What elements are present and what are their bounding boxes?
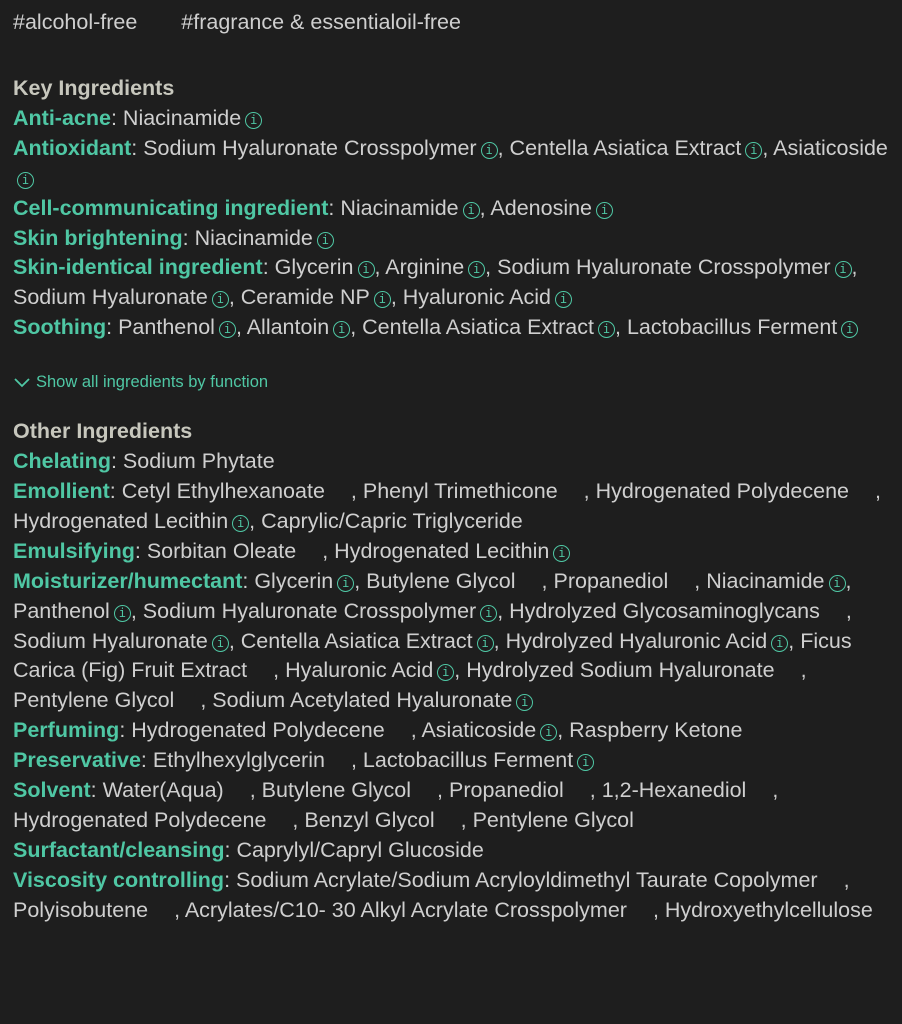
ingredient-link[interactable]: Sodium Hyaluronate Crosspolymer [143,135,477,160]
ingredient-link[interactable]: Sodium Phytate [122,449,275,474]
ingredient-link[interactable]: Lactobacillus Ferment [626,315,838,340]
key-ingredients-heading: Key Ingredients [13,76,175,100]
info-icon[interactable]: i [477,635,494,652]
info-icon[interactable]: i [317,232,334,249]
function-row-emulsifying: Emulsifying: Sorbitan Oleate , Hydrogenated Lecithin i [13,537,891,567]
ingredient-link[interactable]: Niacinamide [122,105,242,130]
info-icon[interactable]: i [17,172,34,189]
info-icon[interactable]: i [745,142,762,159]
ingredients-panel [13,8,891,926]
info-icon[interactable]: i [835,261,852,278]
ingredient-link[interactable]: Butylene Glycol [261,778,412,803]
info-icon[interactable]: i [577,754,594,771]
ingredient-link[interactable]: Ceramide NP [240,285,370,310]
function-label[interactable]: Emollient [13,478,110,503]
function-label[interactable]: Soothing [13,315,107,340]
ingredient-link[interactable]: Ethylhexylglycerin [152,748,325,773]
other-ingredients-list [13,447,891,926]
function-row-solvent: Solvent: Water(Aqua) , Butylene Glycol , Propanediol , 1,2-Hexanediol , Hydrogenated Polydecene , Benzyl Glycol , Pentylene Glycol [13,778,779,832]
ingredient-link[interactable]: Cetyl Ethylhexanoate [121,478,325,503]
chevron-down-icon [13,375,31,389]
other-ingredients-heading: Other Ingredients [13,419,193,444]
ingredient-link[interactable]: Sodium Hyaluronate [13,628,208,653]
ingredient-link[interactable]: Hydrogenated Polydecene [131,718,385,743]
ingredient-link[interactable]: Niacinamide [340,195,459,220]
function-row-moisturizer-humectant: Moisturizer/humectant: Glycerin i , Butylene Glycol , Propanediol , Niacinamide i , Panthenol i , Sodium Hyaluronate Crosspolymer i , Hydrolyzed Glycosaminoglycans , Sodium Hyaluronate i , Centella Asiatica Extract i , Hydrolyzed Hyaluronic Acid i , Ficus Carica (Fig) Fruit Extract , Hyaluronic Acid i , Hydrolyzed Sodium Hyaluronate , Pentylene Glycol , Sodium Acetylated Hyaluronate i [13,568,852,713]
function-label[interactable]: Perfuming [13,718,120,743]
ingredient-link[interactable]: Niacinamide [194,225,313,250]
ingredient-link[interactable]: Hydrogenated Lecithin [13,508,229,533]
function-row-perfuming: Perfuming: Hydrogenated Polydecene , Asiaticoside i , Raspberry Ketone [13,718,743,743]
ingredient-link[interactable]: Acrylates/C10- 30 Alkyl Acrylate Crosspolymer [184,897,627,922]
function-label[interactable]: Preservative [13,748,141,773]
function-label[interactable]: Viscosity controlling [13,867,225,892]
ingredient-link[interactable]: Centella Asiatica Extract [509,135,742,160]
ingredient-link[interactable]: Propanediol [448,778,564,803]
info-icon[interactable]: i [555,291,572,308]
ingredient-link[interactable]: Adenosine [490,195,593,220]
info-icon[interactable]: i [841,321,858,338]
ingredient-link[interactable]: Caprylyl/Capryl Glucoside [236,837,484,862]
ingredient-link[interactable]: Sodium Hyaluronate [13,285,208,310]
info-icon[interactable]: i [358,261,375,278]
info-icon[interactable]: i [114,605,131,622]
tag-fragrance-free[interactable]: #fragrance & essentialoil-free [181,10,461,34]
ingredient-link[interactable]: Hydrogenated Lecithin [334,538,550,563]
ingredient-link[interactable]: Ficus Carica (Fig) Fruit Extract [13,628,852,683]
ingredient-link[interactable]: Hydrogenated Polydecene [595,478,850,503]
function-row-skin-identical-ingredient: Skin-identical ingredient: Glycerin i , Arginine i , Sodium Hyaluronate Crosspolymer i , Sodium Hyaluronate i , Ceramide NP i , Hyaluronic Acid i [13,255,858,310]
ingredient-link[interactable]: Sodium Hyaluronate Crosspolymer [497,255,831,280]
show-all-ingredients-link[interactable] [13,371,891,393]
info-icon[interactable]: i [232,515,249,532]
info-icon[interactable]: i [516,694,533,711]
function-label[interactable]: Antioxidant [13,135,132,160]
info-icon[interactable]: i [374,291,391,308]
info-icon[interactable]: i [333,321,350,338]
tag-alcohol-free[interactable]: #alcohol-free [13,10,138,34]
ingredient-link[interactable]: Asiaticoside [773,135,888,160]
ingredient-link[interactable]: Pentylene Glycol [13,688,175,713]
info-icon[interactable]: i [481,142,498,159]
ingredient-link[interactable]: Sodium Acetylated Hyaluronate [212,688,513,713]
ingredient-link[interactable]: Water(Aqua) [102,778,224,803]
ingredient-link[interactable]: Hyaluronic Acid [402,285,551,310]
function-label[interactable]: Skin brightening [13,225,183,250]
ingredient-link[interactable]: Phenyl Trimethicone [362,478,558,503]
ingredient-link[interactable]: Niacinamide [706,568,825,593]
tag-list [13,8,891,38]
ingredient-link[interactable]: Hyaluronic Acid [285,658,434,683]
ingredient-link[interactable]: Lactobacillus Ferment [362,748,574,773]
function-row-viscosity-controlling: Viscosity controlling: Sodium Acrylate/Sodium Acryloyldimethyl Taurate Copolymer , Polyisobutene , Acrylates/C10- 30 Alkyl Acrylate Crosspolymer , Hydroxyethylcellulose [13,867,873,922]
info-icon[interactable]: i [219,321,236,338]
function-row-chelating: Chelating: Sodium Phytate [13,449,275,474]
ingredient-link[interactable]: Arginine [385,255,465,280]
ingredient-link[interactable]: Hydrolyzed Sodium Hyaluronate [466,658,775,683]
info-icon[interactable]: i [480,605,497,622]
function-label[interactable]: Solvent [13,778,91,803]
info-icon[interactable]: i [337,575,354,592]
ingredient-link[interactable]: Sodium Hyaluronate Crosspolymer [142,598,477,623]
ingredient-link[interactable]: Glycerin [254,568,334,593]
info-icon[interactable]: i [468,261,485,278]
ingredient-link[interactable]: Pentylene Glycol [472,807,634,832]
ingredient-link[interactable]: Panthenol [118,315,215,340]
info-icon[interactable]: i [540,724,557,741]
key-ingredients-list [13,104,891,343]
function-label[interactable]: Anti-acne [13,105,111,130]
function-row-anti-acne: Anti-acne: Niacinamide i [13,104,891,134]
ingredient-link[interactable]: Asiaticoside [421,718,537,743]
info-icon[interactable]: i [437,664,454,681]
function-row-surfactant-cleansing: Surfactant/cleansing: Caprylyl/Capryl Glucoside [13,837,484,862]
function-label[interactable]: Emulsifying [13,538,135,563]
function-row-antioxidant: Antioxidant: Sodium Hyaluronate Crosspolymer i , Centella Asiatica Extract i , Asiaticosidei [13,135,888,187]
info-icon[interactable]: i [596,202,613,219]
info-icon[interactable]: i [771,635,788,652]
function-row-emollient: Emollient: Cetyl Ethylhexanoate , Phenyl Trimethicone , Hydrogenated Polydecene , Hydrogenated Lecithin i , Caprylic/Capric Triglyceride [13,478,881,533]
info-icon[interactable]: i [212,291,229,308]
ingredient-link[interactable]: Propanediol [553,568,669,593]
ingredient-link[interactable]: Hydroxyethylcellulose [664,897,873,922]
ingredient-link[interactable]: Sodium Acrylate/Sodium Acryloyldimethyl Taurate Copolymer [236,867,818,892]
info-icon[interactable]: i [245,112,262,129]
info-icon[interactable]: i [553,545,570,562]
ingredient-link[interactable]: Hydrogenated Polydecene [13,807,267,832]
info-icon[interactable]: i [829,575,846,592]
function-row-cell-communicating-ingredient: Cell-communicating ingredient: Niacinamide i , Adenosine i [13,194,891,224]
function-label[interactable]: Chelating [13,449,111,474]
ingredient-link[interactable]: Panthenol [13,598,110,623]
ingredient-link[interactable]: Allantoin [246,315,330,340]
ingredient-link[interactable]: Caprylic/Capric Triglyceride [261,508,523,533]
ingredient-link[interactable]: 1,2-Hexanediol [601,778,747,803]
function-row-soothing: Soothing: Panthenol i , Allantoin i , Centella Asiatica Extract i , Lactobacillus Ferment i [13,313,891,343]
ingredient-link[interactable]: Centella Asiatica Extract [240,628,473,653]
ingredient-link[interactable]: Polyisobutene [13,897,149,922]
ingredient-link[interactable]: Glycerin [274,255,354,280]
ingredient-link[interactable]: Benzyl Glycol [304,807,435,832]
info-icon[interactable]: i [598,321,615,338]
function-label[interactable]: Skin-identical ingredient [13,255,263,280]
function-row-preservative: Preservative: Ethylhexylglycerin , Lactobacillus Ferment i [13,746,891,776]
function-row-skin-brightening: Skin brightening: Niacinamide i [13,224,891,254]
ingredient-link[interactable]: Raspberry Ketone [569,718,743,743]
info-icon[interactable]: i [212,635,229,652]
ingredient-link[interactable]: Hydrolyzed Glycosaminoglycans [509,598,820,623]
ingredient-link[interactable]: Centella Asiatica Extract [362,315,594,340]
show-all-label: Show all ingredients by function [36,373,269,392]
info-icon[interactable]: i [463,202,480,219]
function-label[interactable]: Moisturizer/humectant [13,568,243,593]
ingredient-link[interactable]: Sorbitan Oleate [146,538,297,563]
function-label[interactable]: Surfactant/cleansing [13,837,225,862]
function-label[interactable]: Cell-communicating ingredient [13,195,329,220]
ingredient-link[interactable]: Butylene Glycol [366,568,516,593]
ingredient-link[interactable]: Hydrolyzed Hyaluronic Acid [505,628,768,653]
